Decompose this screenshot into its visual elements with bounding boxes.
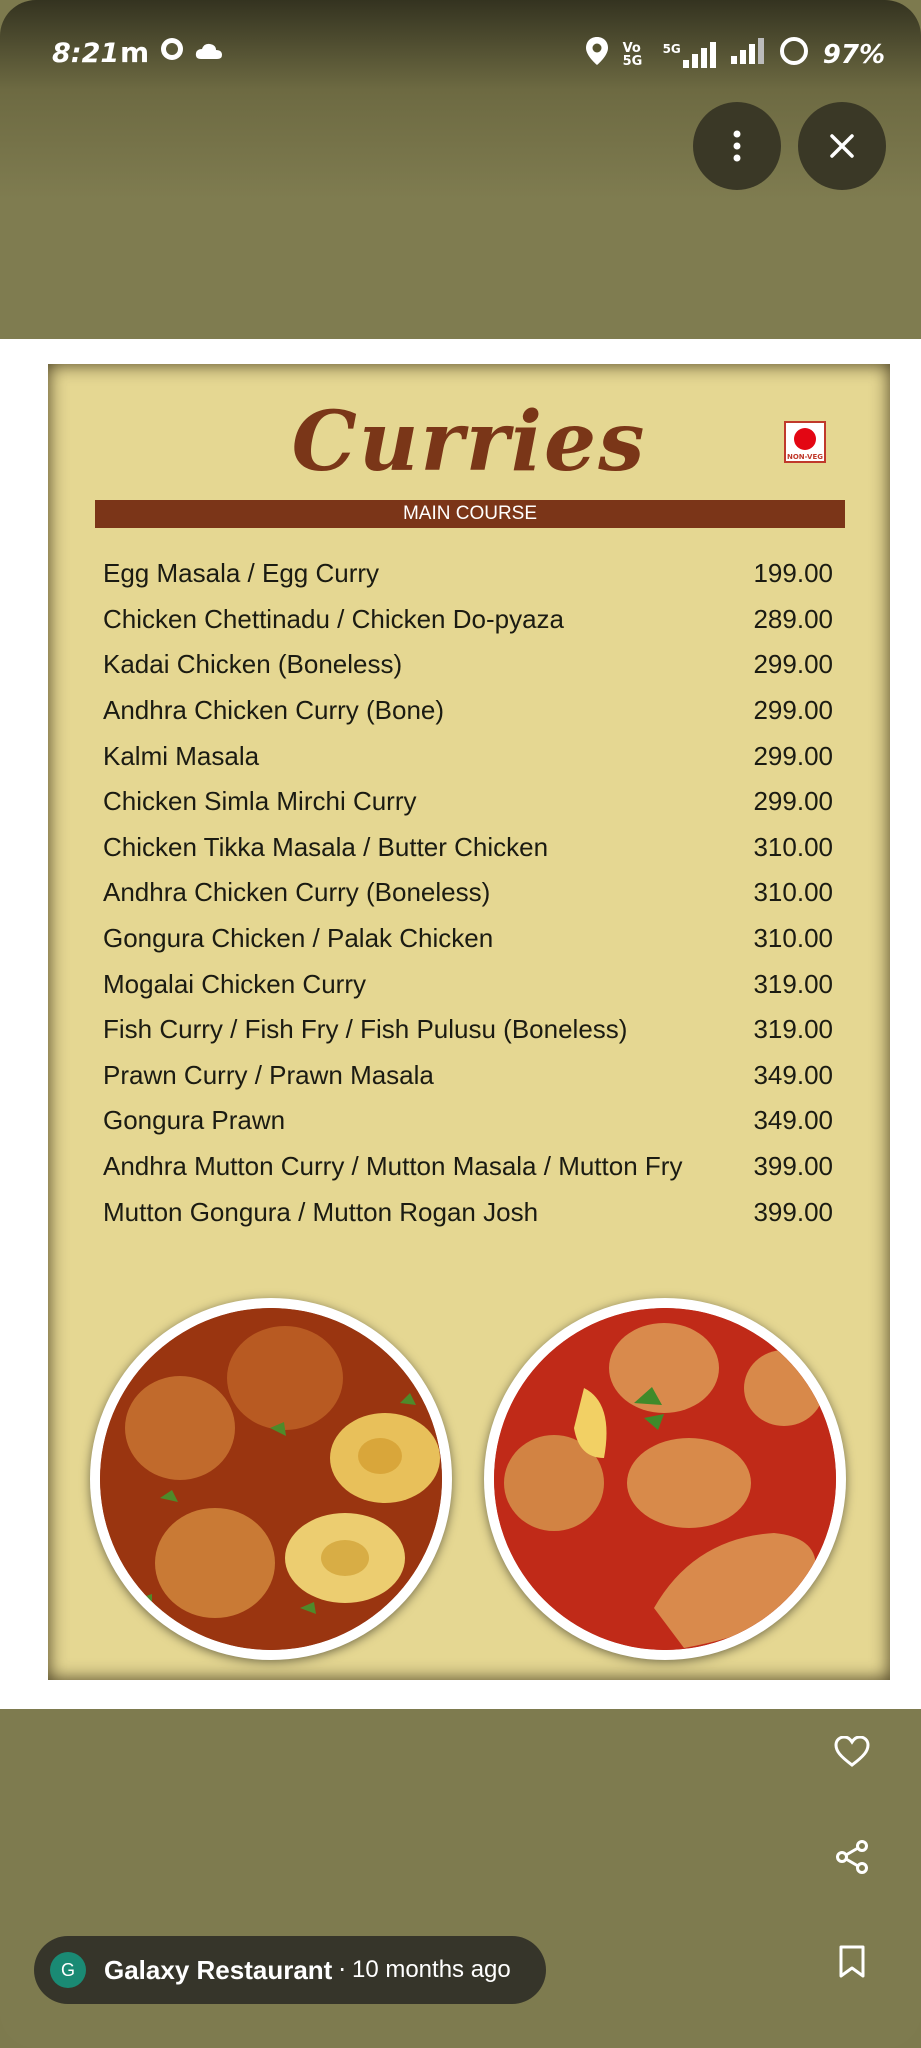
item-name: Andhra Mutton Curry / Mutton Masala / Mutton Fry <box>103 1151 683 1182</box>
non-veg-label: NON-VEG <box>786 453 823 461</box>
share-button[interactable] <box>830 1835 874 1879</box>
menu-item <box>103 597 833 643</box>
source-avatar: G <box>50 1952 86 1988</box>
item-name: Gongura Chicken / Palak Chicken <box>103 923 494 954</box>
close-icon <box>829 133 855 159</box>
menu-title: Curries <box>291 394 647 490</box>
item-name: Chicken Chettinadu / Chicken Do-pyaza <box>103 603 565 634</box>
source-separator: · <box>338 1956 346 1984</box>
menu-item <box>103 825 833 871</box>
item-price: 310.00 <box>753 831 833 862</box>
item-name: Andhra Chicken Curry (Bone) <box>103 695 445 726</box>
egg-curry-photo <box>90 1298 452 1660</box>
source-time: 10 months ago <box>351 1956 511 1983</box>
item-price: 299.00 <box>753 695 833 726</box>
status-bar <box>0 0 921 110</box>
menu-items-list <box>103 551 833 1235</box>
item-price: 310.00 <box>753 877 833 908</box>
status-notification-icons <box>120 36 223 69</box>
item-price: 319.00 <box>753 1014 833 1045</box>
menu-photo[interactable] <box>0 339 921 1709</box>
menu-item <box>103 733 833 779</box>
item-name: Egg Masala / Egg Curry <box>103 558 380 589</box>
item-price: 310.00 <box>753 923 833 954</box>
signal-icon <box>731 38 765 71</box>
heart-icon <box>834 1736 870 1768</box>
menu-item <box>103 1098 833 1144</box>
menu-item <box>103 870 833 916</box>
menu-item <box>103 1007 833 1053</box>
menu-item <box>103 1053 833 1099</box>
menu-item <box>103 961 833 1007</box>
cloud-icon <box>195 38 223 68</box>
item-price: 299.00 <box>753 786 833 817</box>
item-name: Kadai Chicken (Boneless) <box>103 649 403 680</box>
item-price: 299.00 <box>753 649 833 680</box>
source-chip[interactable] <box>34 1936 546 2004</box>
menu-item <box>103 916 833 962</box>
item-name: Kalmi Masala <box>103 740 260 771</box>
more-vert-icon <box>732 130 742 162</box>
section-header: MAIN COURSE <box>95 500 845 528</box>
m-app-icon: m <box>120 36 150 69</box>
menu-item <box>103 779 833 825</box>
item-price: 289.00 <box>753 603 833 634</box>
battery-percent: 97% <box>822 39 885 70</box>
close-button[interactable] <box>798 102 886 190</box>
save-button[interactable] <box>830 1940 874 1984</box>
menu-card <box>48 364 890 1680</box>
battery-icon <box>779 36 809 73</box>
like-button[interactable] <box>830 1730 874 1774</box>
non-veg-dot-icon <box>794 428 816 450</box>
item-price: 349.00 <box>753 1059 833 1090</box>
item-name: Fish Curry / Fish Fry / Fish Pulusu (Boneless) <box>103 1014 628 1045</box>
item-name: Gongura Prawn <box>103 1105 286 1136</box>
item-name: Chicken Simla Mirchi Curry <box>103 786 417 817</box>
menu-item <box>103 551 833 597</box>
bookmark-icon <box>838 1945 866 1979</box>
menu-item <box>103 1189 833 1235</box>
item-price: 399.00 <box>753 1151 833 1182</box>
item-name: Prawn Curry / Prawn Masala <box>103 1059 434 1090</box>
item-name: Mutton Gongura / Mutton Rogan Josh <box>103 1196 539 1227</box>
non-veg-badge <box>784 421 826 463</box>
location-icon <box>585 36 609 73</box>
menu-item <box>103 1144 833 1190</box>
status-time: 8:21 <box>52 38 120 69</box>
item-name: Andhra Chicken Curry (Boneless) <box>103 877 491 908</box>
whatsapp-icon <box>159 36 185 69</box>
item-price: 349.00 <box>753 1105 833 1136</box>
item-price: 399.00 <box>753 1196 833 1227</box>
item-name: Chicken Tikka Masala / Butter Chicken <box>103 831 549 862</box>
item-price: 199.00 <box>753 558 833 589</box>
item-name: Mogalai Chicken Curry <box>103 968 366 999</box>
signal-5g-icon: 5G <box>663 42 717 68</box>
item-price: 299.00 <box>753 740 833 771</box>
more-options-button[interactable] <box>693 102 781 190</box>
status-system-icons <box>585 36 885 73</box>
source-name: Galaxy Restaurant <box>104 1954 333 1985</box>
chicken-curry-photo <box>484 1298 846 1660</box>
menu-item <box>103 688 833 734</box>
item-price: 319.00 <box>753 968 833 999</box>
share-icon <box>834 1839 870 1875</box>
menu-item <box>103 642 833 688</box>
volte-icon: Vo 5G <box>622 40 643 69</box>
